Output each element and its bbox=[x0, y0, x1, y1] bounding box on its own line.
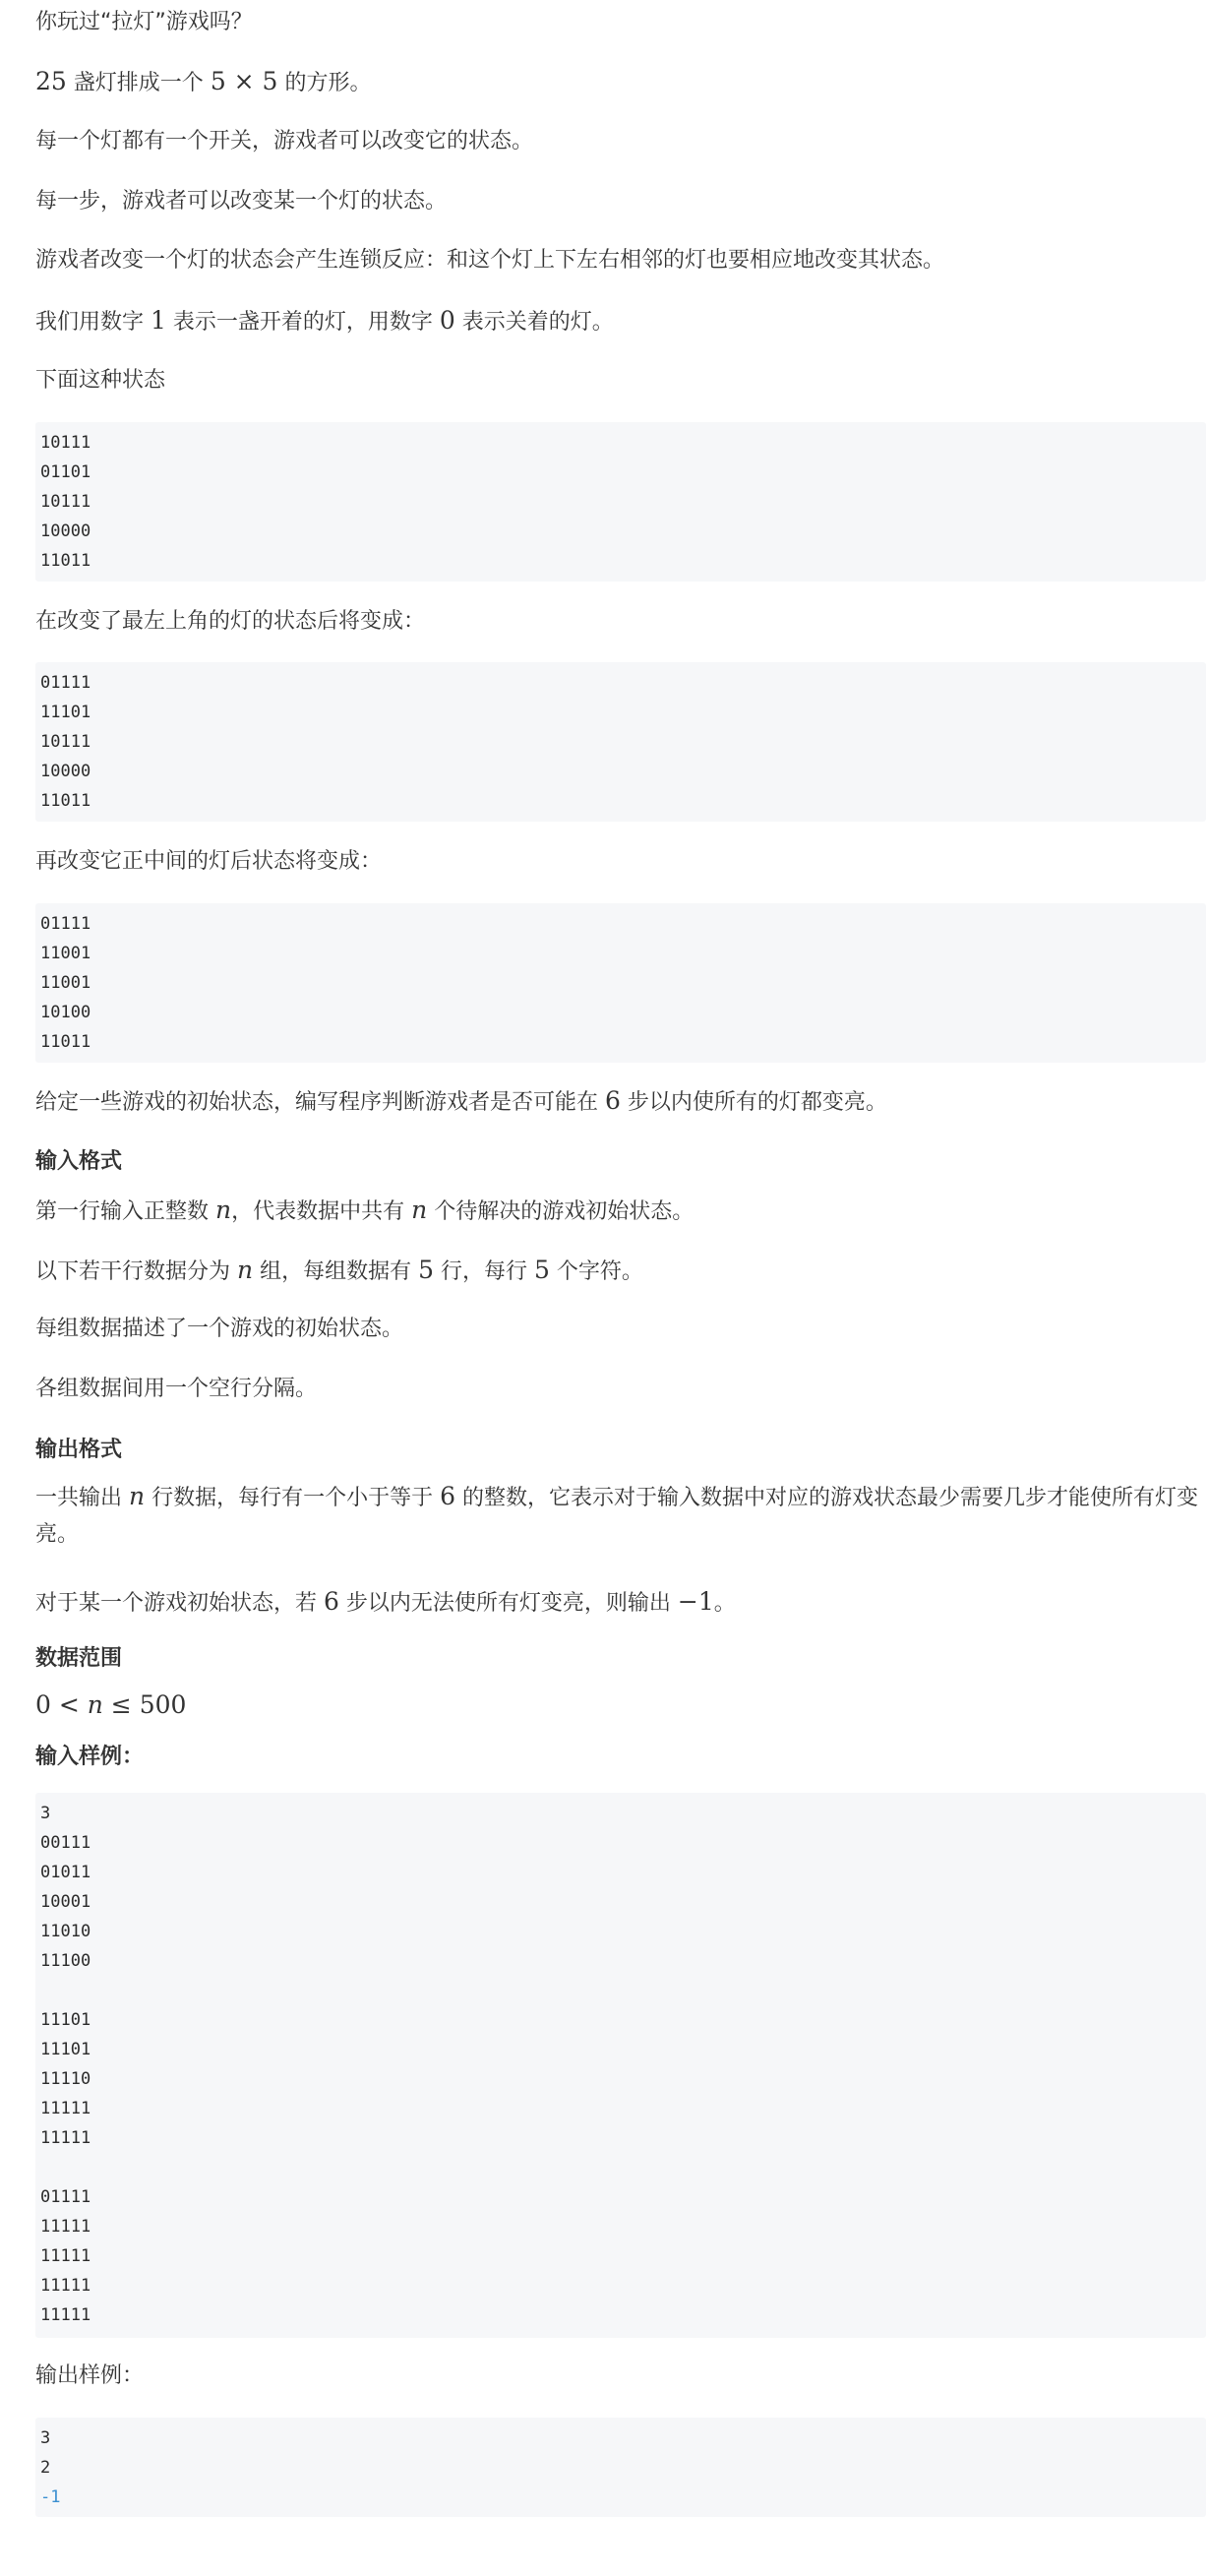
code-line: 11111 bbox=[40, 2305, 91, 2325]
math-5: 5 bbox=[534, 1256, 550, 1284]
output-l2-a: 对于某一个游戏初始状态，若 bbox=[35, 1591, 324, 1616]
code-line: 11110 bbox=[40, 2069, 91, 2089]
math-25: 25 bbox=[35, 67, 67, 95]
caption-after-top-left-text: 在改变了最左上角的灯的状态后将变成： bbox=[35, 609, 426, 634]
code-line: 01011 bbox=[40, 1863, 91, 1882]
code-line: 10111 bbox=[40, 433, 91, 453]
code-block-sample-input bbox=[35, 1793, 1206, 2338]
code-line: 11101 bbox=[40, 2040, 91, 2059]
input-format-line3 bbox=[35, 1315, 403, 1344]
code-line: 11011 bbox=[40, 791, 91, 811]
sample-output-heading-text: 输出样例： bbox=[35, 2363, 145, 2388]
input-format-line2 bbox=[35, 1256, 643, 1287]
intro-grid-sentence bbox=[35, 67, 371, 98]
math-n: n bbox=[129, 1482, 146, 1510]
math-1: 1 bbox=[151, 306, 166, 335]
intro-switch-text: 每一个灯都有一个开关，游戏者可以改变它的状态。 bbox=[35, 129, 534, 153]
input-l2-d: 个字符。 bbox=[549, 1259, 643, 1284]
input-l1-a: 第一行输入正整数 bbox=[35, 1199, 215, 1224]
output-format-line2 bbox=[35, 1587, 736, 1619]
math-6: 6 bbox=[324, 1587, 339, 1616]
code-line: 10111 bbox=[40, 732, 91, 752]
math-5: 5 bbox=[418, 1256, 435, 1284]
caption-after-top-left bbox=[35, 607, 425, 637]
math-6: 6 bbox=[605, 1086, 621, 1115]
input-l2-a: 以下若干行数据分为 bbox=[35, 1259, 237, 1284]
code-line: 11011 bbox=[40, 551, 91, 571]
intro-question-text: 你玩过“拉灯”游戏吗？ bbox=[35, 10, 253, 34]
intro-chain-text: 游戏者改变一个灯的状态会产生连锁反应：和这个灯上下左右相邻的灯也要相应地改变其状态。 bbox=[35, 248, 945, 273]
output-l1-b: 行数据，每行有一个小于等于 bbox=[145, 1486, 441, 1510]
goal-sentence bbox=[35, 1086, 887, 1118]
math-6: 6 bbox=[440, 1482, 456, 1510]
intro-grid-text-mid: 盏灯排成一个 bbox=[66, 71, 211, 95]
code-block-state3 bbox=[35, 903, 1206, 1063]
code-line: 11011 bbox=[40, 1032, 91, 1052]
intro-step-sentence bbox=[35, 187, 447, 216]
code-line: 11111 bbox=[40, 2128, 91, 2148]
code-line: 01111 bbox=[40, 914, 91, 934]
input-format-line4 bbox=[35, 1375, 317, 1404]
code-line: 3 bbox=[40, 1804, 51, 1823]
output-format-line1 bbox=[35, 1478, 1206, 1553]
code-line: 3 bbox=[40, 2428, 51, 2448]
code-line: 11101 bbox=[40, 2010, 91, 2030]
code-line: 01101 bbox=[40, 462, 91, 482]
intro-encoding-sentence bbox=[35, 306, 614, 337]
math-n: n bbox=[215, 1196, 232, 1224]
math-5x5: 5 × 5 bbox=[210, 67, 278, 95]
code-block-state1 bbox=[35, 422, 1206, 582]
goal-text-b: 步以内使所有的灯都变亮。 bbox=[620, 1090, 887, 1115]
sample-input-heading: 输入样例： bbox=[35, 1745, 145, 1769]
code-line: 10000 bbox=[40, 762, 91, 781]
math-n: n bbox=[237, 1256, 254, 1284]
code-line: 11111 bbox=[40, 2276, 91, 2296]
intro-switch-sentence bbox=[35, 127, 533, 156]
math-n: n bbox=[411, 1196, 428, 1224]
code-line: 11010 bbox=[40, 1922, 91, 1941]
code-line: 11111 bbox=[40, 2217, 91, 2237]
range-expr-b: ≤ 500 bbox=[102, 1690, 187, 1719]
caption-after-center-text: 再改变它正中间的灯后状态将变成： bbox=[35, 849, 383, 874]
intro-grid-text-end: 的方形。 bbox=[277, 71, 372, 95]
encoding-text-c: 表示关着的灯。 bbox=[454, 310, 614, 335]
intro-following-state bbox=[35, 366, 165, 396]
intro-chain-sentence bbox=[35, 246, 944, 276]
output-l1-c: 的整数，它表示对于输入数据中对应的游戏状态最少需要几步才能使所有灯变亮。 bbox=[35, 1486, 1199, 1547]
input-format-line1 bbox=[35, 1196, 694, 1227]
output-l1-a: 一共输出 bbox=[35, 1486, 129, 1510]
input-l2-b: 组，每组数据有 bbox=[253, 1259, 419, 1284]
input-l3-text: 每组数据描述了一个游戏的初始状态。 bbox=[35, 1317, 404, 1341]
code-line: 11101 bbox=[40, 703, 91, 722]
data-range-expression bbox=[35, 1690, 186, 1722]
output-format-heading: 输出格式 bbox=[35, 1438, 123, 1462]
code-line: 11111 bbox=[40, 2099, 91, 2118]
math-0: 0 bbox=[439, 306, 455, 335]
intro-step-text: 每一步，游戏者可以改变某一个灯的状态。 bbox=[35, 189, 448, 214]
code-line: 01111 bbox=[40, 673, 91, 693]
code-line: 2 bbox=[40, 2458, 51, 2478]
output-l2-c: 。 bbox=[713, 1591, 736, 1616]
input-l1-c: 个待解决的游戏初始状态。 bbox=[427, 1199, 695, 1224]
range-expr-a: 0 < bbox=[35, 1690, 88, 1719]
sample-output-heading bbox=[35, 2361, 144, 2391]
code-line: 11001 bbox=[40, 973, 91, 993]
code-line: 11111 bbox=[40, 2246, 91, 2266]
code-line: 11100 bbox=[40, 1951, 91, 1971]
input-format-heading: 输入格式 bbox=[35, 1149, 123, 1174]
data-range-heading: 数据范围 bbox=[35, 1646, 123, 1671]
math-n: n bbox=[87, 1690, 103, 1719]
goal-text-a: 给定一些游戏的初始状态，编写程序判断游戏者是否可能在 bbox=[35, 1090, 605, 1115]
encoding-text-a: 我们用数字 bbox=[35, 310, 151, 335]
math-neg-1: −1 bbox=[677, 1587, 714, 1616]
input-l1-b: ，代表数据中共有 bbox=[231, 1199, 412, 1224]
code-block-state2 bbox=[35, 662, 1206, 822]
code-line: -1 bbox=[40, 2487, 61, 2507]
input-l4-text: 各组数据间用一个空行分隔。 bbox=[35, 1377, 318, 1401]
code-block-sample-output bbox=[35, 2418, 1206, 2517]
code-line: 10111 bbox=[40, 492, 91, 512]
code-line: 10000 bbox=[40, 521, 91, 541]
intro-question bbox=[35, 8, 253, 37]
code-line: 11001 bbox=[40, 944, 91, 963]
code-line: 10100 bbox=[40, 1003, 91, 1022]
output-l2-b: 步以内无法使所有灯变亮，则输出 bbox=[338, 1591, 678, 1616]
input-l2-c: 行，每行 bbox=[434, 1259, 535, 1284]
intro-following-text: 下面这种状态 bbox=[35, 368, 166, 393]
caption-after-center bbox=[35, 847, 382, 877]
encoding-text-b: 表示一盏开着的灯，用数字 bbox=[165, 310, 440, 335]
code-line: 01111 bbox=[40, 2187, 91, 2207]
code-line: 00111 bbox=[40, 1833, 91, 1853]
code-line: 10001 bbox=[40, 1892, 91, 1912]
